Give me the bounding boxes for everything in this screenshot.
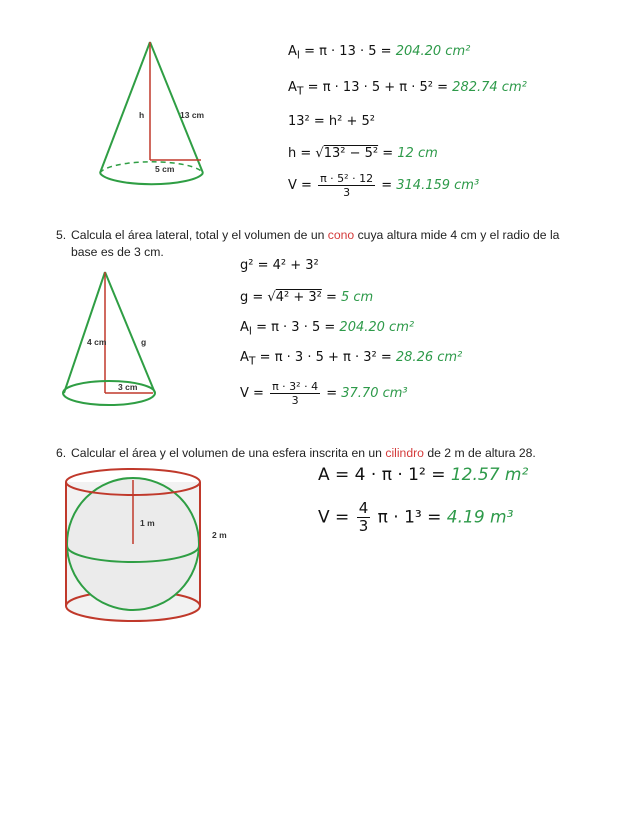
eq-total-area-1: $A_T = \pi \cdot 13 \cdot 5 + \pi \cdot 5^2 = 282.74$ cm² xyxy=(288,80,527,98)
eq-pythagoras-1: 13² = h² + 5² xyxy=(288,114,376,129)
sphere-in-cylinder-figure xyxy=(60,468,210,628)
eq-sphere-area: A = 4 · π · 1² = 12.57 m² xyxy=(318,465,529,485)
eq-sphere-volume: V = $\frac{4}{3}$ π · 1³ = 4.19 m³ xyxy=(318,499,514,535)
eq-volume-2: V = $\frac{\text{π · 3² · 4}}{3}$ = 37.70 cm³ xyxy=(240,380,408,407)
label-radius-2: 3 cm xyxy=(118,382,138,392)
eq-volume-1: V = $\frac{\text{π · 5² · 12}}{3}$ = 314.159 cm³ xyxy=(288,172,480,199)
label-radius: 5 cm xyxy=(155,164,175,174)
label-slant: 13 cm xyxy=(180,110,205,120)
eq-pythagoras-2: g² = 4² + 3² xyxy=(240,258,319,273)
label-sphere-radius: 1 m xyxy=(140,518,155,528)
eq-height-1: h = √13² − 5² = 12 cm xyxy=(288,146,438,161)
eq-total-area-2: $A_T = \pi \cdot 3 \cdot 5 + \pi \cdot 3^2 = 28.26$ cm² xyxy=(240,350,463,368)
label-cylinder-height: 2 m xyxy=(212,530,227,540)
eq-generatrix-2: g = √4² + 3² = 5 cm xyxy=(240,290,374,305)
link-cono[interactable]: cono xyxy=(327,228,355,242)
eq-lateral-area-2: $A_l = \pi \cdot 3 \cdot 5 = 204.20$ cm² xyxy=(240,320,415,338)
label-g-2: g xyxy=(141,337,147,347)
cone-figure-1 xyxy=(95,40,235,200)
link-cilindro[interactable]: cilindro xyxy=(385,446,424,460)
cone-figure-2 xyxy=(60,268,170,413)
question-6: 6. Calcular el área y el volumen de una esfera inscrita en un cilindro de 2 m de altura 28. xyxy=(56,446,536,460)
question-5: 5. Calcula el área lateral, total y el volumen de un cono cuya altura mide 4 cm y el radio de la base es de 3 cm. xyxy=(56,228,560,259)
label-height-2: 4 cm xyxy=(87,337,107,347)
eq-lateral-area-1: $A_l = \pi \cdot 13 \cdot 5 = 204.20$ cm² xyxy=(288,44,471,62)
label-h: h xyxy=(139,110,145,120)
